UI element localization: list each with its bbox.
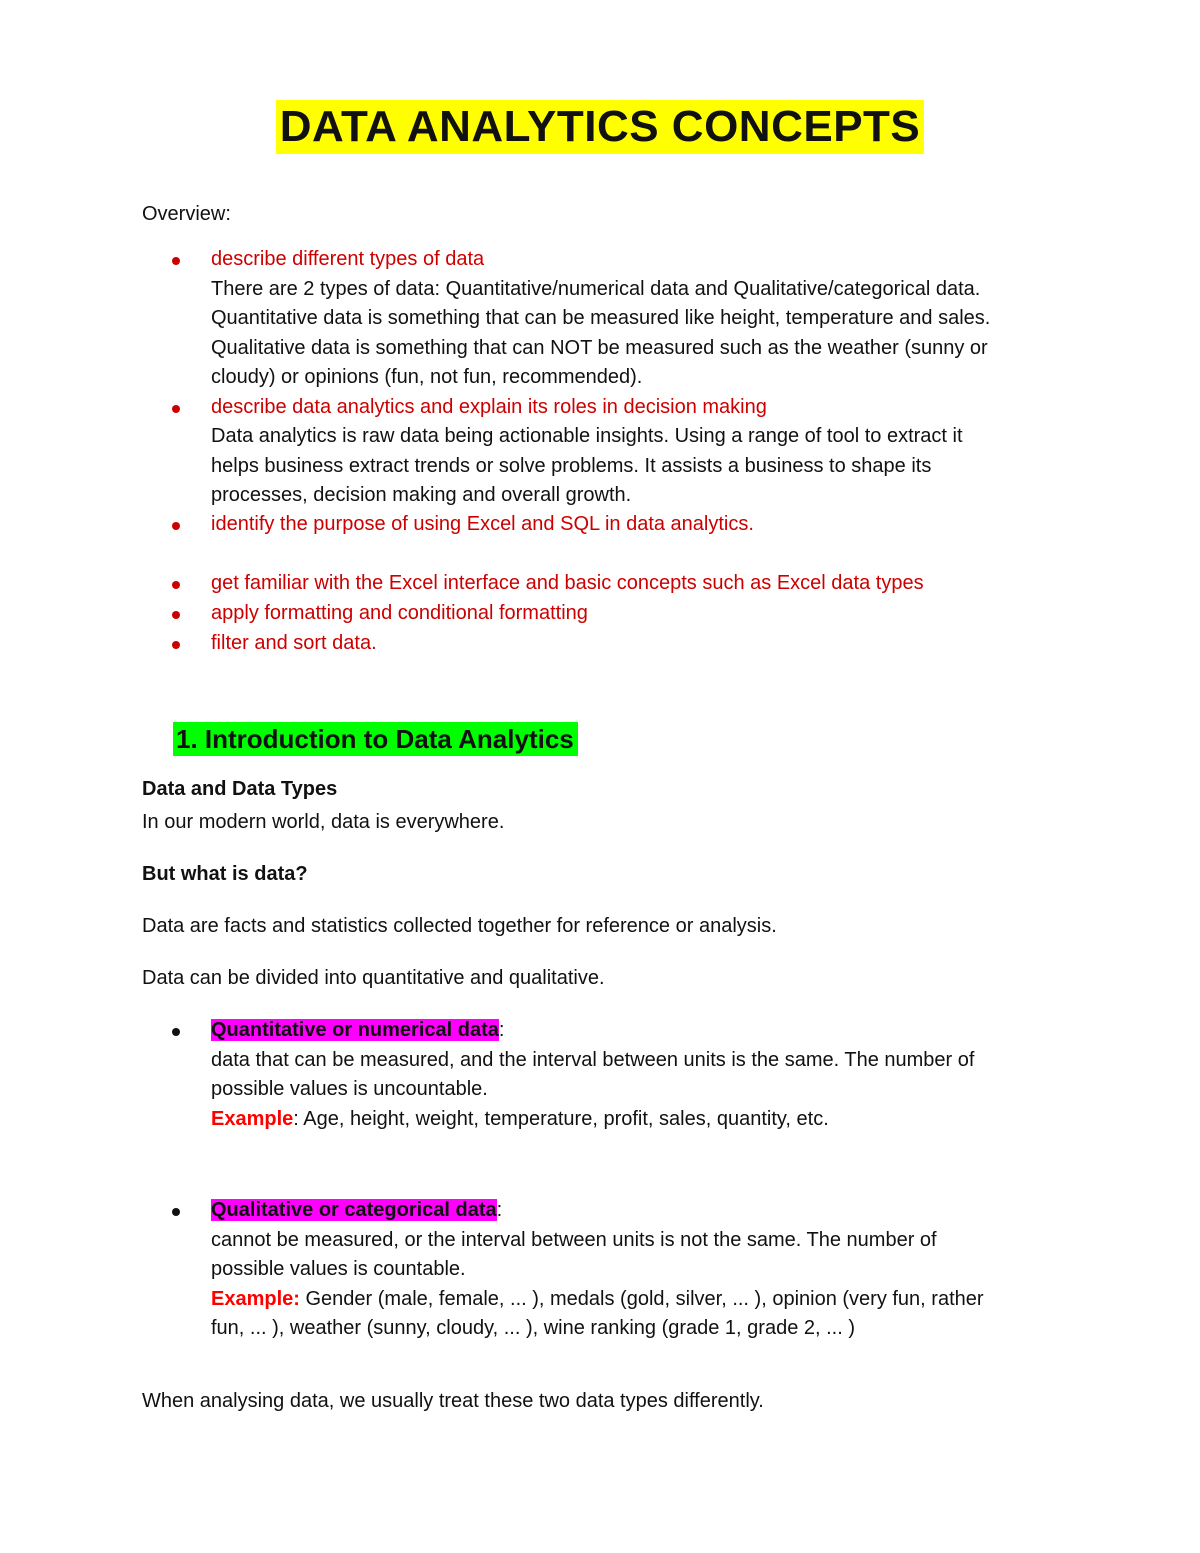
example-line: fun, ... ), weather (sunny, cloudy, ... ), wine ranking (grade 1, grade 2, ... ): [211, 1317, 856, 1339]
definition-line: data that can be measured, and the interval between units is the same. The number of: [211, 1048, 975, 1071]
overview-item-heading: identify the purpose of using Excel and SQL in data analytics.: [211, 513, 754, 535]
example-line: [211, 1285, 984, 1315]
overview-item-heading: filter and sort data.: [211, 632, 377, 654]
qualitative-term: [211, 1196, 502, 1226]
definition-line: possible values is uncountable.: [211, 1078, 488, 1100]
bullet-icon: [172, 1208, 180, 1216]
bullet-icon: [172, 641, 180, 649]
bullet-icon: [172, 611, 180, 619]
overview-item-line: cloudy) or opinions (fun, not fun, recommended).: [211, 366, 643, 388]
paragraph: Data are facts and statistics collected together for reference or analysis.: [142, 915, 777, 937]
definition-line: cannot be measured, or the interval between units is not the same. The number of: [211, 1228, 937, 1251]
definition-line: possible values is countable.: [211, 1258, 466, 1280]
overview-item-heading: apply formatting and conditional formatting: [211, 602, 588, 624]
title-block: [0, 100, 1200, 154]
question: But what is data?: [142, 863, 308, 885]
paragraph: Data can be divided into quantitative and qualitative.: [142, 967, 605, 989]
bullet-icon: [172, 257, 180, 265]
closing-paragraph: When analysing data, we usually treat these two data types differently.: [142, 1390, 764, 1412]
bullet-icon: [172, 405, 180, 413]
example-text: : Age, height, weight, temperature, profit, sales, quantity, etc.: [293, 1107, 829, 1130]
bullet-icon: [172, 522, 180, 530]
overview-item-line: processes, decision making and overall growth.: [211, 484, 632, 506]
quantitative-term: [211, 1016, 504, 1046]
example-text: Gender (male, female, ... ), medals (gold, silver, ... ), opinion (very fun, rather: [299, 1287, 984, 1310]
overview-item-line: helps business extract trends or solve problems. It assists a business to shape its: [211, 454, 932, 477]
example-line: [211, 1105, 829, 1135]
qualitative-label: Qualitative or categorical data: [211, 1199, 497, 1221]
overview-item-heading: get familiar with the Excel interface and basic concepts such as Excel data types: [211, 572, 924, 594]
page-title: DATA ANALYTICS CONCEPTS: [276, 100, 925, 154]
overview-item-line: There are 2 types of data: Quantitative/numerical data and Qualitative/categorical data.: [211, 277, 981, 300]
overview-item-line: Quantitative data is something that can be measured like height, temperature and sales.: [211, 307, 991, 329]
overview-item-line: Data analytics is raw data being actionable insights. Using a range of tool to extract it: [211, 425, 963, 447]
section-heading: 1. Introduction to Data Analytics: [173, 722, 578, 756]
bullet-icon: [172, 1028, 180, 1036]
example-label: Example:: [211, 1287, 300, 1310]
example-label: Example: [211, 1107, 294, 1130]
overview-label: Overview:: [142, 203, 231, 225]
subheading: Data and Data Types: [142, 778, 338, 800]
bullet-icon: [172, 581, 180, 589]
overview-item-heading: describe different types of data: [211, 248, 485, 270]
overview-item-heading: describe data analytics and explain its roles in decision making: [211, 395, 767, 418]
quantitative-label: Quantitative or numerical data: [211, 1019, 499, 1041]
paragraph: In our modern world, data is everywhere.: [142, 811, 505, 833]
colon: :: [498, 1019, 505, 1041]
overview-item-line: Qualitative data is something that can NOT be measured such as the weather (sunny or: [211, 336, 988, 359]
colon: :: [496, 1199, 503, 1221]
